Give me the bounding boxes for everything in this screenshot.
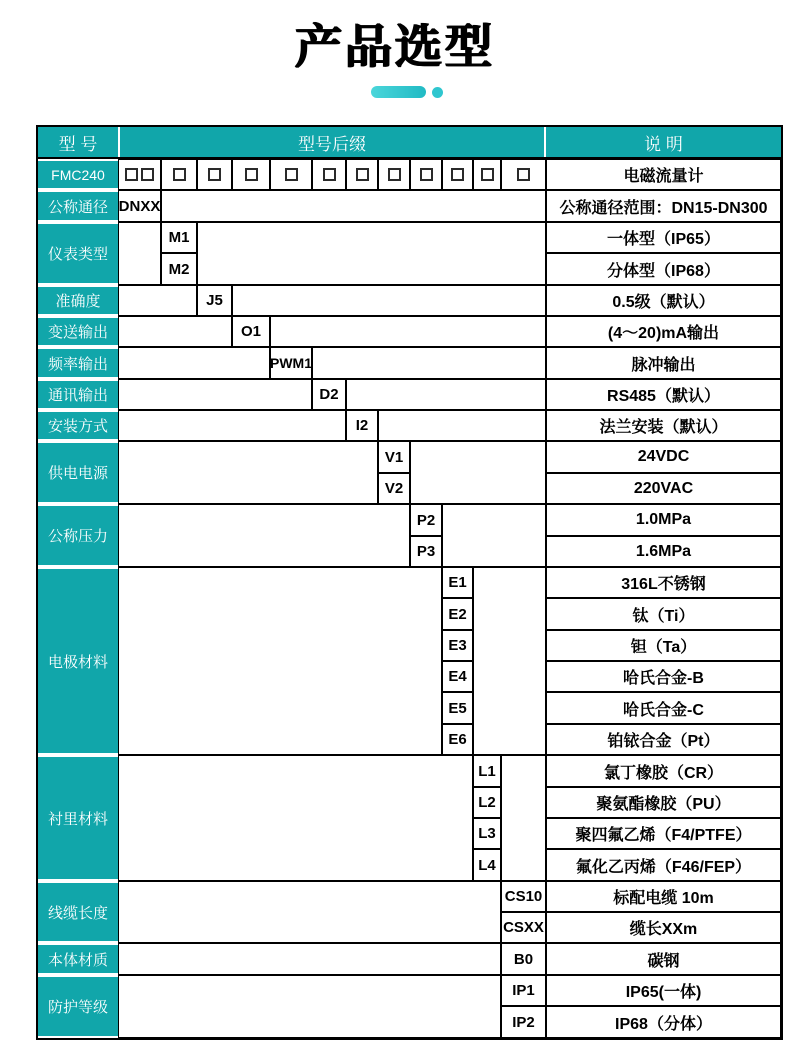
empty-cell bbox=[118, 441, 378, 504]
suffix-box-cell bbox=[442, 159, 473, 190]
suffix-box-cell bbox=[197, 159, 232, 190]
header-separator bbox=[118, 127, 120, 157]
desc-e2: 钛（Ti） bbox=[546, 598, 781, 630]
desc-p3: 1.6MPa bbox=[546, 536, 781, 567]
title-underline-pill bbox=[371, 86, 426, 98]
empty-cell bbox=[473, 567, 546, 755]
empty-cell bbox=[270, 316, 546, 347]
suffix-box-cell bbox=[410, 159, 442, 190]
desc-e6: 铂铱合金（Pt） bbox=[546, 724, 781, 755]
checkbox-outline-icon bbox=[173, 168, 186, 181]
empty-cell bbox=[197, 222, 546, 285]
desc-flowmeter: 电磁流量计 bbox=[546, 159, 781, 190]
page-title: 产品选型 bbox=[295, 20, 495, 73]
code-e2: E2 bbox=[442, 598, 473, 630]
code-b0: B0 bbox=[501, 943, 546, 975]
label-chenlicailiao: 衬里材料 bbox=[38, 757, 118, 879]
code-p3: P3 bbox=[410, 536, 442, 567]
desc-cs10: 标配电缆 10m bbox=[546, 881, 781, 912]
empty-cell bbox=[118, 975, 501, 1038]
code-pwm1: PWM1 bbox=[270, 347, 312, 379]
desc-i2: 法兰安装（默认） bbox=[546, 410, 781, 441]
desc-csxx: 缆长XXm bbox=[546, 912, 781, 943]
empty-cell bbox=[118, 222, 161, 285]
desc-j5: 0.5级（默认） bbox=[546, 285, 781, 316]
desc-p2: 1.0MPa bbox=[546, 504, 781, 536]
checkbox-outline-icon bbox=[208, 168, 221, 181]
empty-cell bbox=[118, 285, 197, 316]
label-biansongshuchu: 变送输出 bbox=[38, 318, 118, 345]
code-m2: M2 bbox=[161, 253, 197, 285]
checkbox-outline-icon bbox=[125, 168, 138, 181]
checkbox-outline-icon bbox=[451, 168, 464, 181]
desc-b0: 碳钢 bbox=[546, 943, 781, 975]
code-e6: E6 bbox=[442, 724, 473, 755]
suffix-box-cell-dn bbox=[118, 159, 161, 190]
desc-l4: 氟化乙丙烯（F46/FEP） bbox=[546, 849, 781, 881]
empty-cell bbox=[312, 347, 546, 379]
desc-l2: 聚氨酯橡胶（PU） bbox=[546, 787, 781, 818]
checkbox-outline-icon bbox=[517, 168, 530, 181]
suffix-box-cell bbox=[232, 159, 270, 190]
suffix-box-cell bbox=[473, 159, 501, 190]
desc-l3: 聚四氟乙烯（F4/PTFE） bbox=[546, 818, 781, 849]
code-ip1: IP1 bbox=[501, 975, 546, 1006]
desc-e4: 哈氏合金-B bbox=[546, 661, 781, 692]
empty-cell bbox=[118, 755, 473, 881]
desc-pwm1: 脉冲输出 bbox=[546, 347, 781, 379]
title-underline-dot bbox=[432, 87, 443, 98]
label-yibiaoleixing: 仪表类型 bbox=[38, 224, 118, 283]
checkbox-outline-icon bbox=[285, 168, 298, 181]
empty-cell bbox=[118, 567, 442, 755]
code-e4: E4 bbox=[442, 661, 473, 692]
label-benticaizhi: 本体材质 bbox=[38, 945, 118, 973]
empty-cell bbox=[118, 410, 346, 441]
code-csxx: CSXX bbox=[501, 912, 546, 943]
header-desc: 说 明 bbox=[546, 127, 781, 157]
desc-ip2: IP68（分体） bbox=[546, 1006, 781, 1038]
code-m1: M1 bbox=[161, 222, 197, 253]
empty-cell bbox=[118, 347, 270, 379]
selection-table bbox=[36, 125, 783, 1040]
suffix-box-cell bbox=[378, 159, 410, 190]
desc-ip1: IP65(一体) bbox=[546, 975, 781, 1006]
header-separator bbox=[544, 127, 546, 157]
code-d2: D2 bbox=[312, 379, 346, 410]
label-gongchengtongjing: 公称通径 bbox=[38, 192, 118, 220]
code-l3: L3 bbox=[473, 818, 501, 849]
label-anzhuangfangshi: 安装方式 bbox=[38, 412, 118, 439]
label-dianjicailiao: 电极材料 bbox=[38, 569, 118, 753]
empty-cell bbox=[378, 410, 546, 441]
suffix-box-cell bbox=[501, 159, 546, 190]
checkbox-outline-icon bbox=[323, 168, 336, 181]
suffix-box-cell bbox=[270, 159, 312, 190]
empty-cell bbox=[501, 755, 546, 881]
code-ip2: IP2 bbox=[501, 1006, 546, 1038]
label-zhunquedu: 准确度 bbox=[38, 287, 118, 314]
code-e1: E1 bbox=[442, 567, 473, 598]
desc-e5: 哈氏合金-C bbox=[546, 692, 781, 724]
empty-cell bbox=[346, 379, 546, 410]
desc-e3: 钽（Ta） bbox=[546, 630, 781, 661]
header-model: 型 号 bbox=[38, 127, 118, 157]
checkbox-outline-icon bbox=[420, 168, 433, 181]
suffix-box-cell bbox=[312, 159, 346, 190]
label-pinlvshuchu: 频率输出 bbox=[38, 349, 118, 377]
desc-e1: 316L不锈钢 bbox=[546, 567, 781, 598]
desc-d2: RS485（默认） bbox=[546, 379, 781, 410]
label-xianlanchangdu: 线缆长度 bbox=[38, 883, 118, 941]
suffix-box-cell bbox=[346, 159, 378, 190]
label-gongchengyali: 公称压力 bbox=[38, 506, 118, 565]
label-gongdiandianyuan: 供电电源 bbox=[38, 443, 118, 502]
code-dnxx: DNXX bbox=[118, 190, 161, 222]
code-l1: L1 bbox=[473, 755, 501, 787]
desc-v2: 220VAC bbox=[546, 473, 781, 504]
header-suffix: 型号后缀 bbox=[120, 127, 544, 157]
desc-v1: 24VDC bbox=[546, 441, 781, 473]
code-p2: P2 bbox=[410, 504, 442, 536]
empty-cell bbox=[232, 285, 546, 316]
checkbox-outline-icon bbox=[141, 168, 154, 181]
code-cs10: CS10 bbox=[501, 881, 546, 912]
desc-dn-range: 公称通径范围：DN15-DN300 bbox=[546, 190, 781, 222]
checkbox-outline-icon bbox=[388, 168, 401, 181]
desc-l1: 氯丁橡胶（CR） bbox=[546, 755, 781, 787]
code-e3: E3 bbox=[442, 630, 473, 661]
code-e5: E5 bbox=[442, 692, 473, 724]
desc-m1: 一体型（IP65） bbox=[546, 222, 781, 253]
empty-cell bbox=[410, 441, 546, 504]
code-o1: O1 bbox=[232, 316, 270, 347]
code-l4: L4 bbox=[473, 849, 501, 881]
checkbox-outline-icon bbox=[245, 168, 258, 181]
suffix-box-cell bbox=[161, 159, 197, 190]
code-j5: J5 bbox=[197, 285, 232, 316]
empty-cell bbox=[118, 504, 410, 567]
empty-cell bbox=[118, 881, 501, 943]
empty-cell bbox=[442, 504, 546, 567]
desc-o1: (4～20)mA输出 bbox=[546, 316, 781, 347]
label-tongxunshuchu: 通讯输出 bbox=[38, 381, 118, 408]
checkbox-outline-icon bbox=[481, 168, 494, 181]
empty-cell bbox=[161, 190, 546, 222]
code-v1: V1 bbox=[378, 441, 410, 473]
code-i2: I2 bbox=[346, 410, 378, 441]
code-l2: L2 bbox=[473, 787, 501, 818]
label-fanghudengji: 防护等级 bbox=[38, 977, 118, 1036]
empty-cell bbox=[118, 943, 501, 975]
empty-cell bbox=[118, 379, 312, 410]
label-fmc240: FMC240 bbox=[38, 161, 118, 188]
code-v2: V2 bbox=[378, 473, 410, 504]
desc-m2: 分体型（IP68） bbox=[546, 253, 781, 285]
empty-cell bbox=[118, 316, 232, 347]
checkbox-outline-icon bbox=[356, 168, 369, 181]
